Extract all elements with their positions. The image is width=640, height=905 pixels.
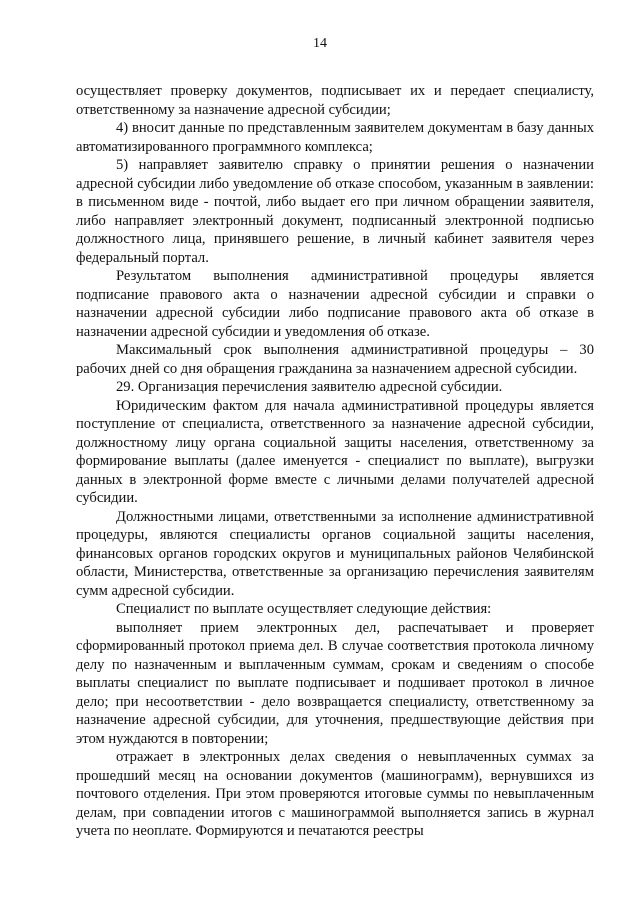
paragraph-item-5: 5) направляет заявителю справку о принятии решения о назначении адресной субсидии либо уведомление об отказе способом, указанным в заявлении: в письменном виде - почтой, либо выдает его при личном обращении заявителя, либо направляет электронный документ, подписанный электронной подписью должностного лица, принявшего решение, в личный кабинет заявителя через федеральный портал. xyxy=(76,157,594,266)
paragraph-officials: Должностными лицами, ответственными за исполнение административной процедуры, являются специалисты органов социальной защиты населения, финансовых органов городских округов и муниципальных районов Челябинской области, Министерства, ответственные за организацию перечисления заявителям сумм адресной субсидии. xyxy=(76,508,594,599)
paragraph-continuation: осуществляет проверку документов, подписывает их и передает специалисту, ответственному за назначение адресной субсидии; xyxy=(76,83,594,118)
page-number: 14 xyxy=(313,36,327,51)
paragraph-section-29: 29. Организация перечисления заявителю адресной субсидии. xyxy=(116,379,503,395)
document-body xyxy=(76,82,594,841)
paragraph-action-reflect: отражает в электронных делах сведения о невыплаченных суммах за прошедший месяц на основании документов (машинограмм), вернувшихся из почтового отделения. При этом проверяются итоговые суммы по невыплаченным делам, при совпадении итогов с машинограммой выполняется запись в журнал учета по неоплате. Формируются и печатаются реестры xyxy=(76,749,594,839)
paragraph-legal-fact: Юридическим фактом для начала административной процедуры является поступление от специалиста, ответственного за назначение адресной субсидии, должностному лицу органа социальной защиты населения, ответственному за формирование выплаты (далее именуется - специалист по выплате), выгрузки данных в электронной форме вместе с личными делами получателей адресной субсидии. xyxy=(76,397,594,506)
paragraph-result: Результатом выполнения административной процедуры является подписание правового акта о назначении адресной субсидии и справки о назначении адресной субсидии либо подписание правового акта об отказе в назначении адресной субсидии и уведомления об отказе. xyxy=(76,268,594,340)
paragraph-action-receive: выполняет прием электронных дел, распечатывает и проверяет сформированный протокол приема дел. В случае соответствия протокола личному делу по назначенным и выплаченным суммам, срокам и сведениям о способе выплаты специалист по выплате подписывает и подшивает протокол в личное дело; при несоответствии - дело возвращается специалисту, ответственному за назначение адресной субсидии, для уточнения, предшествующие действия при этом нуждаются в повторении; xyxy=(76,619,594,747)
paragraph-max-term: Максимальный срок выполнения административной процедуры – 30 рабочих дней со дня обращения гражданина за назначением адресной субсидии. xyxy=(76,342,594,377)
paragraph-actions-intro: Специалист по выплате осуществляет следующие действия: xyxy=(116,601,492,617)
paragraph-item-4: 4) вносит данные по представленным заявителем документам в базу данных автоматизированного программного комплекса; xyxy=(76,120,594,155)
